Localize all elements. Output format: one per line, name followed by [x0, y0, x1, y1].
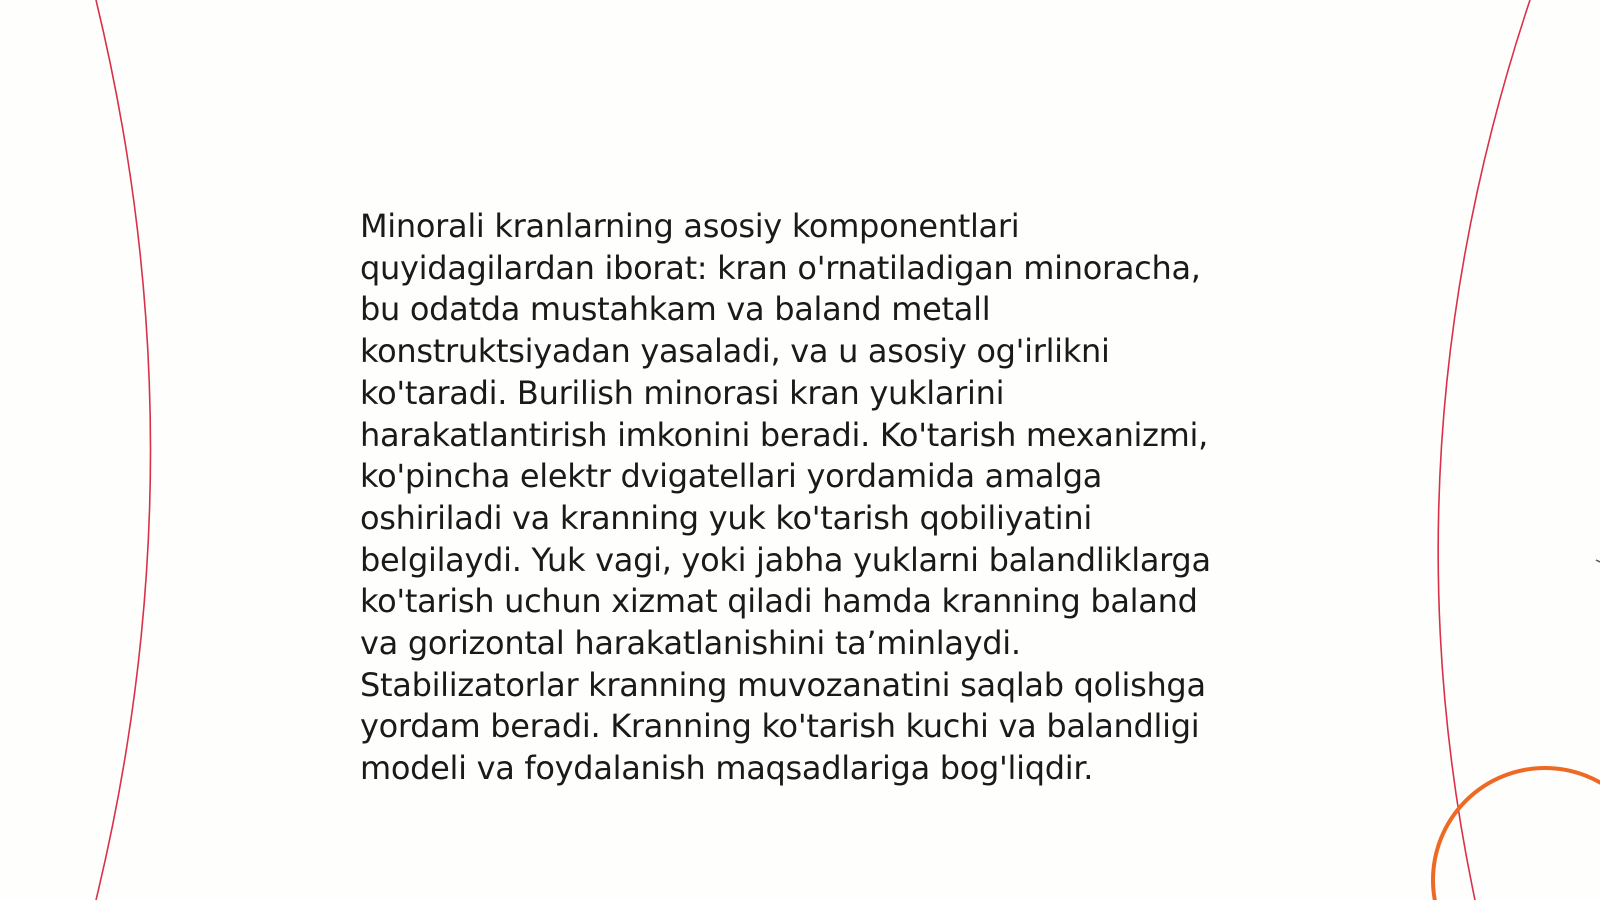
small-tick-mark	[1596, 560, 1600, 562]
right-curve-line	[1438, 0, 1530, 900]
left-curve-line	[96, 0, 151, 900]
orange-circle-outline	[1433, 768, 1600, 900]
slide-body-text: Minorali kranlarning asosiy komponentlari quyidagilardan iborat: kran o'rnatiladigan minoracha, bu odatda mustahkam va baland metall konstruktsiyadan yasaladi, va u asosiy og'irlikni ko'taradi. Burilish minorasi kran yuklarini harakatlantirish imkonini beradi. Ko'tarish mexanizmi, ko'pincha elektr dvigatellari yordamida amalga oshiriladi va kranning yuk ko'tarish qobiliyatini belgilaydi. Yuk vagi, yoki jabha yuklarni balandliklarga ko'tarish uchun xizmat qiladi hamda kranning baland va gorizontal harakatlanishini ta’minlaydi. Stabilizatorlar kranning muvozanatini saqlab qolishga yordam beradi. Kranning ko'tarish kuchi va balandligi modeli va foydalanish maqsadlariga bog'liqdir.	[360, 207, 1211, 788]
